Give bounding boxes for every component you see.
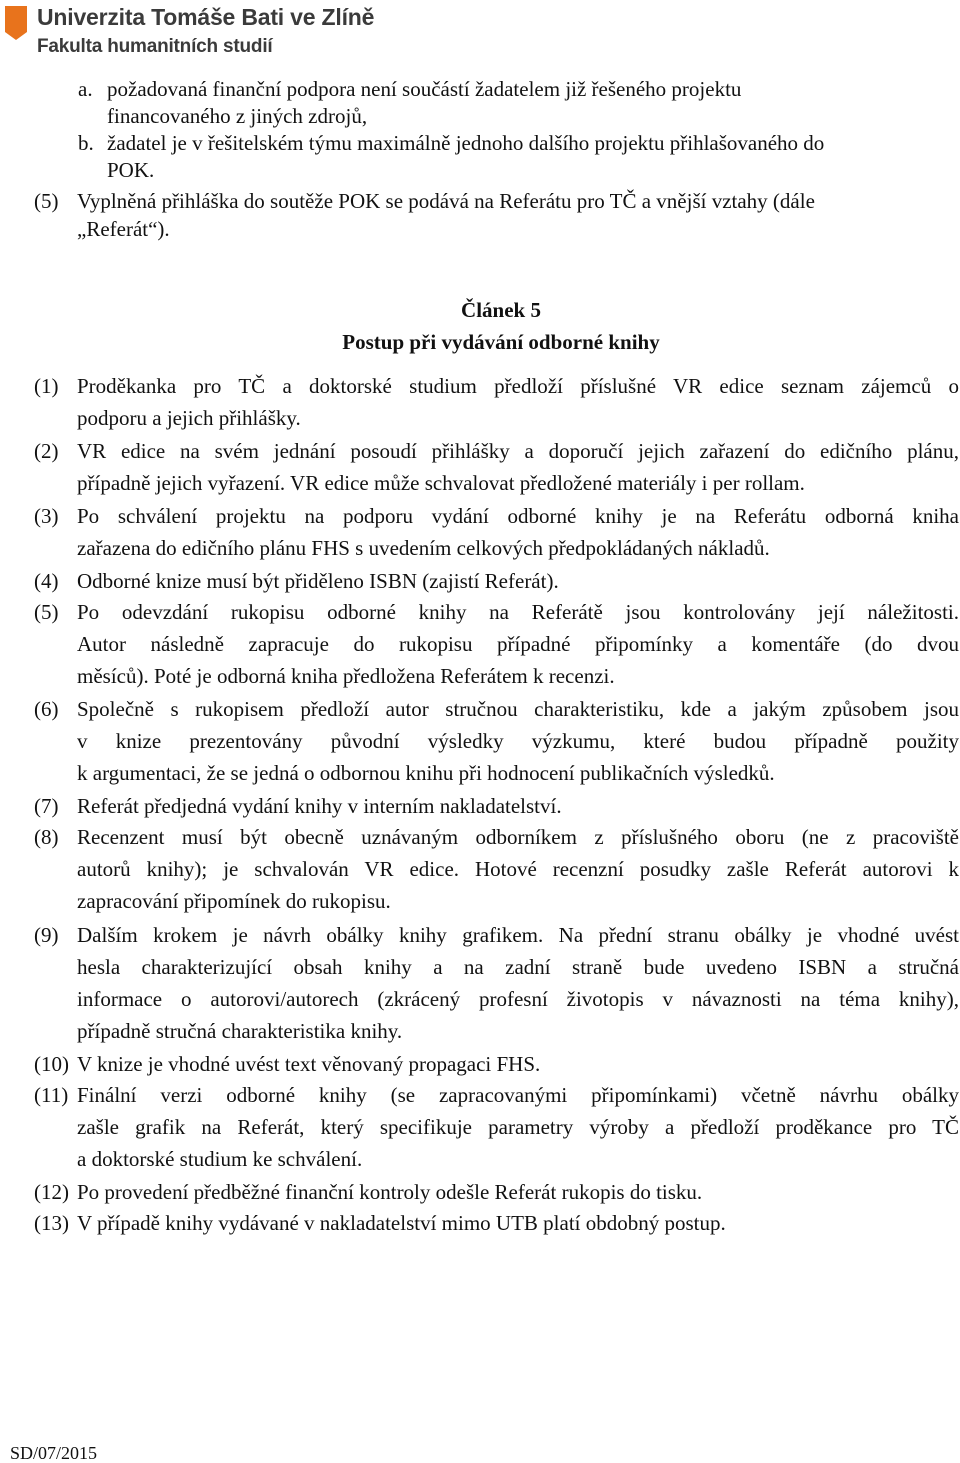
faculty-name: Fakulta humanitních studií [37, 36, 273, 57]
item-line: zařazena do edičního plánu FHS s uvedením celkových předpokládaných nákladů. [77, 536, 770, 560]
intro-a-line-1: požadovaná finanční podpora není součástí žadatelem již řešeného projektu [107, 77, 742, 101]
item-line: informace o autorovi/autorech (zkrácený profesní životopis v návaznosti na téma knihy), [77, 987, 959, 1011]
university-logo-icon [5, 6, 27, 40]
item-label: (12) [34, 1180, 69, 1204]
item-line: Proděkanka pro TČ a doktorské studium předloží příslušné VR edice seznam zájemců o [77, 374, 959, 398]
item-line: VR edice na svém jednání posoudí přihlášky a doporučí jejich zařazení do edičního plánu, [77, 439, 959, 463]
item-line: Referát předjedná vydání knihy v interním nakladatelství. [77, 794, 562, 818]
item-line: Po provedení předběžné finanční kontroly odešle Referát rukopis do tisku. [77, 1180, 703, 1204]
item-label: (3) [34, 504, 59, 528]
intro-a-line-2: financovaného z jiných zdrojů, [107, 104, 368, 128]
item-label: (11) [34, 1083, 69, 1107]
item-label: (7) [34, 794, 59, 818]
item-line: V případě knihy vydávané v nakladatelství mimo UTB platí obdobný postup. [77, 1211, 726, 1235]
item-line: v knize prezentovány původní výsledky výzkumu, které budou případně použity [77, 729, 959, 753]
item-line: a doktorské studium ke schválení. [77, 1147, 363, 1171]
item-label: (9) [34, 923, 59, 947]
item-label: (6) [34, 697, 59, 721]
item-label: (1) [34, 374, 59, 398]
item-line: Dalším krokem je návrh obálky knihy grafikem. Na přední stranu obálky je vhodné uvést [77, 923, 959, 947]
item-line: hesla charakterizující obsah knihy a na zadní straně bude uvedeno ISBN a stručná [77, 955, 959, 979]
item-label: (4) [34, 569, 59, 593]
item-line: Po odevzdání rukopisu odborné knihy na Referátě jsou kontrolovány její náležitosti. [77, 600, 959, 624]
item-label: (8) [34, 825, 59, 849]
item-line: Odborné knize musí být přiděleno ISBN (zajistí Referát). [77, 569, 559, 593]
item-line: Finální verzi odborné knihy (se zapracovanými připomínkami) včetně návrhu obálky [77, 1083, 959, 1107]
item-label: (10) [34, 1052, 69, 1076]
intro-b-line-2: POK. [107, 158, 155, 182]
item-line: případně stručná charakteristika knihy. [77, 1019, 403, 1043]
item-label: (2) [34, 439, 59, 463]
item-line: Recenzent musí být obecně uznávaným odborníkem z příslušného oboru (ne z pracoviště [77, 825, 959, 849]
item-line: měsíců). Poté je odborná kniha předložena Referátem k recenzi. [77, 664, 615, 688]
university-name: Univerzita Tomáše Bati ve Zlíně [37, 4, 375, 30]
article-title: Postup při vydávání odborné knihy [342, 330, 660, 354]
item-line: V knize je vhodné uvést text věnovaný propagaci FHS. [77, 1052, 541, 1076]
item-line: podporu a jejich přihlášky. [77, 406, 301, 430]
item-line: zašle grafik na Referát, který specifikuje parametry výroby a předloží proděkance pro TČ [77, 1115, 959, 1139]
item-line: Autor následně zapracuje do rukopisu případné připomínky a komentáře (do dvou [77, 632, 959, 656]
intro-item-line-1: Vyplněná přihláška do soutěže POK se podává na Referátu pro TČ a vnější vztahy (dále [77, 189, 815, 213]
item-line: autorů knihy); je schvalován VR edice. Hotové recenzní posudky zašle Referát autorovi k [77, 857, 959, 881]
item-line: zapracování připomínek do rukopisu. [77, 889, 391, 913]
list-label-b: b. [78, 131, 94, 155]
item-line: Společně s rukopisem předloží autor stručnou charakteristiku, kde a jakým způsobem jsou [77, 697, 959, 721]
intro-item-line-2: „Referát“). [77, 217, 170, 241]
intro-item-label: (5) [34, 189, 59, 213]
list-label-a: a. [78, 77, 93, 101]
item-line: případně jejich vyřazení. VR edice může schvalovat předložené materiály i per rollam. [77, 471, 805, 495]
document-code: SD/07/2015 [10, 1443, 98, 1463]
item-line: Po schválení projektu na podporu vydání odborné knihy je na Referátu odborná kniha [77, 504, 959, 528]
intro-b-line-1: žadatel je v řešitelském týmu maximálně jednoho dalšího projektu přihlašovaného do [107, 131, 825, 155]
item-label: (5) [34, 600, 59, 624]
item-label: (13) [34, 1211, 69, 1235]
article-number: Článek 5 [461, 298, 541, 322]
item-line: k argumentaci, že se jedná o odbornou knihu při hodnocení publikačních výsledků. [77, 761, 775, 785]
